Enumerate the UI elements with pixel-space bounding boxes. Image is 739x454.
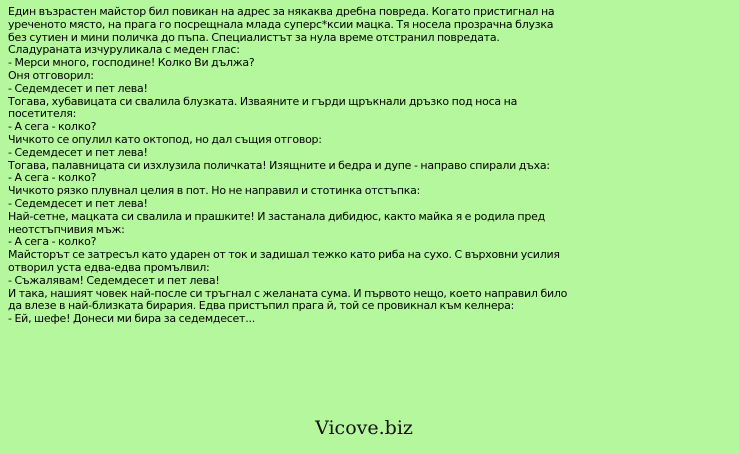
site-name-footer: Vicove.biz [315,417,413,439]
joke-line: - А сега - колко? [8,235,97,249]
joke-line: Майсторът се затресъл като ударен от ток и задишал тежко като риба на сухо. С върховни усилия отворил уста едва-едва промълвил: [8,248,560,274]
joke-line: - Мерси много, господине! Колко Ви дължа? [8,56,255,70]
joke-line: Оня отговорил: [8,68,94,82]
joke-line: - А сега - колко? [8,171,97,185]
joke-line: Един възрастен майстор бил повикан на адрес за някаква дребна повреда. Когато пристигнал на уреченото място, на прага го посрещнала млада суперс*ксии мацка. Тя носела прозрачна блузка без сутиен и мини поличка до пъпа. Специалистът за нула време отстранил повредата. [8,5,555,44]
joke-line: Тогава, палавницата си изхлузила поличката! Изящните и бедра и дупе - направо спирали дъха: [8,158,550,172]
joke-line: - А сега - колко? [8,120,97,134]
joke-line: - Ей, шефе! Донеси ми бира за седемдесет... [8,312,255,326]
joke-line: Най-сетне, мацката си свалила и прашките! И застанала дибидюс, както майка я е родила пред неотстъпчивия мъж: [8,209,545,236]
joke-line: - Седемдесет и пет лева! [8,81,148,95]
joke-line: Сладураната изчуруликала с меден глас: [8,43,240,57]
joke-line: Чичкото рязко плувнал целия в пот. Но не направил и стотинка отстъпка: [8,184,421,198]
joke-line: Чичкото се опулил като октопод, но дал същия отговор: [8,132,322,146]
joke-line: И така, нашият човек най-после си тръгнал с желаната сума. И първото нещо, което направил било да влезе в най-близката бирария. Едва пристъпил прага й, той се провикнал към келнера: [8,286,568,313]
joke-line: Тогава, хубавицата си свалила блузката. Изваяните и гърди щръкнали дръзко под носа на посетителя: [8,94,518,121]
joke-line: - Съжалявам! Седемдесет и пет лева! [8,273,220,287]
joke-line: - Седемдесет и пет лева! [8,196,148,210]
joke-line: - Седемдесет и пет лева! [8,145,148,159]
joke-text [8,6,574,326]
